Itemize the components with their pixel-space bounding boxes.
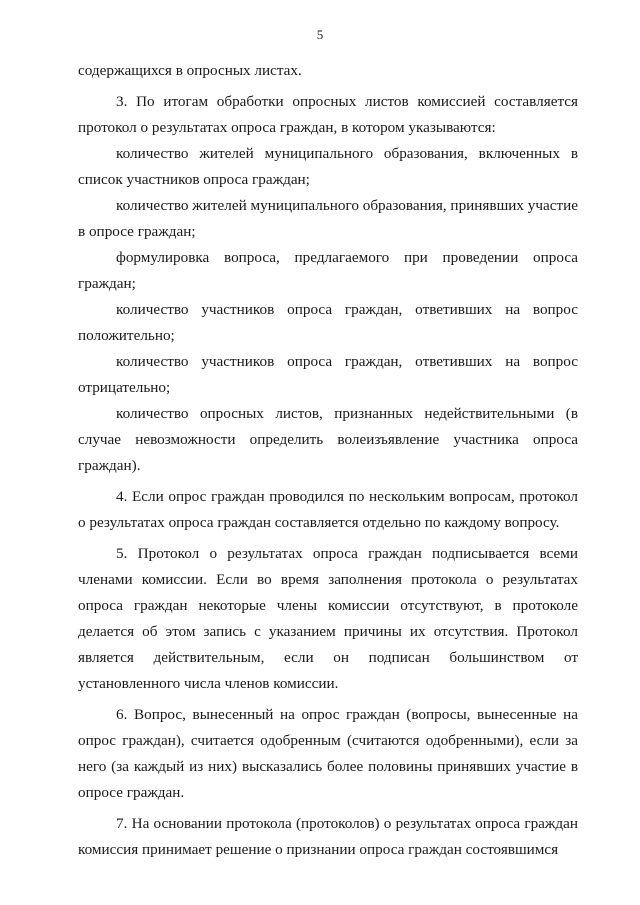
paragraph-1: содержащихся в опросных листах. bbox=[78, 62, 302, 79]
document-body bbox=[78, 58, 578, 863]
paragraph-9: 4. Если опрос граждан проводился по нескольким вопросам, протокол о результатах опроса граждан составляется отдельно по каждому вопросу. bbox=[78, 488, 578, 531]
paragraph-11: 6. Вопрос, вынесенный на опрос граждан (вопросы, вынесенные на опрос граждан), считается одобренным (считаются одобренными), если за него (за каждый из них) высказались более половины принявших участие в опросе граждан. bbox=[78, 706, 578, 801]
paragraph-8: количество опросных листов, признанных недействительными (в случае невозможности определить волеизъявление участника опроса граждан). bbox=[78, 405, 578, 474]
paragraph-4: количество жителей муниципального образования, принявших участие в опросе граждан; bbox=[78, 197, 579, 240]
paragraph-6: количество участников опроса граждан, ответивших на вопрос положительно; bbox=[78, 301, 578, 344]
paragraph-2: 3. По итогам обработки опросных листов комиссией составляется протокол о результатах опроса граждан, в котором указываются: bbox=[78, 93, 578, 136]
paragraph-10: 5. Протокол о результатах опроса граждан подписывается всеми членами комиссии. Если во время заполнения протокола о результатах опроса граждан некоторые члены комиссии отсутствуют, в протоколе делается об этом запись с указанием причины их отсутствия. Протокол является действительным, если он подписан большинством от установленного числа членов комиссии. bbox=[78, 545, 578, 692]
paragraph-12: 7. На основании протокола (протоколов) о результатах опроса граждан комиссия принимает решение о признании опроса граждан состоявшимся bbox=[78, 815, 578, 858]
paragraph-5: формулировка вопроса, предлагаемого при проведении опроса граждан; bbox=[78, 249, 578, 292]
paragraph-3: количество жителей муниципального образования, включенных в список участников опроса граждан; bbox=[78, 145, 578, 188]
paragraph-7: количество участников опроса граждан, ответивших на вопрос отрицательно; bbox=[78, 353, 578, 396]
page-number: 5 bbox=[316, 27, 324, 42]
